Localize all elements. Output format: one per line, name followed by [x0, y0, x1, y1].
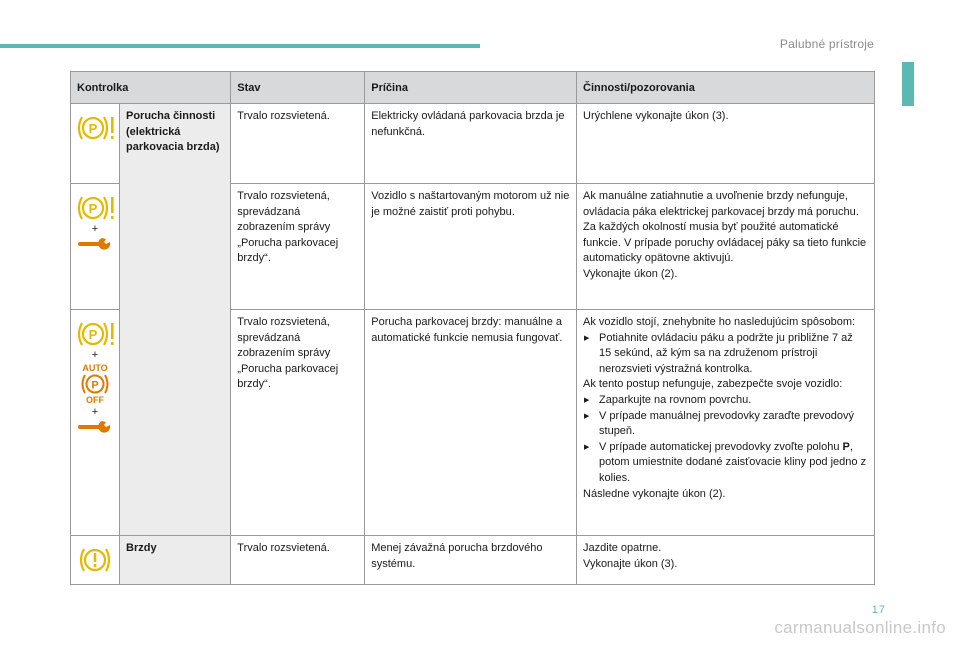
- column-header-cinnosti: Činnosti/pozorovania: [577, 72, 875, 104]
- action-text: Vykonajte úkon (2).: [583, 267, 678, 280]
- warning-lights-table: [70, 71, 875, 585]
- action-text: Za každých okolností musia byť použité automatické funkcie. V prípade poruchy ovládacej páky sa tieto funkcie automaticky opätovne aktivujú.: [583, 221, 867, 265]
- svg-text:AUTO: AUTO: [82, 363, 108, 373]
- svg-text:OFF: OFF: [86, 395, 104, 405]
- icon-cell: [71, 104, 120, 184]
- page-number: 17: [871, 604, 886, 616]
- group-name-cell: Porucha činnosti (elektrická parkovacia brzda): [120, 104, 231, 536]
- chapter-number-glyph: [902, 62, 914, 106]
- svg-text:P: P: [88, 121, 98, 136]
- row-name-cell: Brzdy: [120, 536, 231, 585]
- column-header-kontrolka: Kontrolka: [71, 72, 231, 104]
- steps-list: [583, 393, 868, 487]
- icon-cell: [71, 310, 120, 536]
- cause-cell: Porucha parkovacej brzdy: manuálne a automatické funkcie nemusia fungovať.: [365, 310, 577, 536]
- state-cell: Trvalo rozsvietená, sprevádzaná zobrazením správy „Porucha parkovacej brzdy“.: [231, 310, 365, 536]
- actions-cell: [577, 536, 875, 585]
- cause-cell: Menej závažná porucha brzdového systému.: [365, 536, 577, 585]
- step-text: , potom umiestnite dodané zaisťovacie kliny pod jedno z kolies.: [599, 440, 867, 484]
- svg-text:P: P: [88, 201, 98, 216]
- action-text: Urýchlene vykonajte úkon (3).: [583, 110, 729, 122]
- parking-brake-fault-icon: [75, 114, 115, 142]
- state-cell: Trvalo rozsvietená, sprevádzaná zobrazením správy „Porucha parkovacej brzdy“.: [231, 184, 365, 310]
- cause-cell: Vozidlo s naštartovaným motorom už nie je možné zaistiť proti pohybu.: [365, 184, 577, 310]
- action-text: Vykonajte úkon (3).: [583, 557, 678, 570]
- plus-sign: +: [91, 349, 99, 361]
- action-text: Ak manuálne zatiahnutie a uvoľnenie brzdy nefunguje, ovládacia páka elektrickej parkovacej brzdy má poruchu.: [583, 190, 859, 218]
- svg-text:P: P: [91, 379, 99, 392]
- wrench-icon: [78, 237, 112, 251]
- action-text: Ak tento postup nefunguje, zabezpečte svoje vozidlo:: [583, 378, 843, 391]
- chapter-marker: [896, 62, 916, 106]
- wrench-icon: [78, 420, 112, 434]
- action-text: Následne vykonajte úkon (2).: [583, 487, 726, 500]
- list-item: ▶ V prípade manuálnej prevodovky zaraďte prevodový stupeň.: [583, 409, 868, 440]
- column-header-stav: Stav: [231, 72, 365, 104]
- table-row: [71, 536, 875, 585]
- action-text: Jazdite opatrne.: [583, 542, 662, 554]
- svg-text:P: P: [88, 327, 98, 342]
- step-text: V prípade automatickej prevodovky zvoľte polohu: [599, 440, 843, 453]
- section-title: Palubné prístroje: [779, 37, 874, 51]
- actions-cell: [577, 310, 875, 536]
- list-item: ▶ Potiahnite ovládaciu páku a podržte ju približne 7 až 15 sekúnd, až kým sa na združenom prístroji nerozsvieti výstražná kontrolka.: [583, 331, 868, 378]
- auto-off-icon: [75, 363, 115, 405]
- parking-brake-fault-icon: [75, 194, 115, 222]
- actions-cell: [577, 184, 875, 310]
- plus-sign: +: [91, 406, 99, 418]
- cause-cell: Elektricky ovládaná parkovacia brzda je nefunkčná.: [365, 104, 577, 184]
- parking-brake-fault-icon: [75, 320, 115, 348]
- gear-position-p: P: [842, 440, 850, 453]
- watermark: carmanualsonline.info: [774, 618, 946, 637]
- state-cell: Trvalo rozsvietená.: [231, 536, 365, 585]
- icon-cell: [71, 184, 120, 310]
- state-cell: Trvalo rozsvietená.: [231, 104, 365, 184]
- steps-list: [583, 331, 868, 378]
- table-row: [71, 104, 875, 184]
- brake-warning-icon: [75, 546, 115, 574]
- actions-cell: [577, 104, 875, 184]
- top-accent-bar: [0, 44, 480, 48]
- list-item: ▶ Zaparkujte na rovnom povrchu.: [583, 393, 868, 409]
- table-header-row: [71, 72, 875, 104]
- plus-sign: +: [91, 223, 99, 235]
- column-header-pricina: Príčina: [365, 72, 577, 104]
- action-text: Ak vozidlo stojí, znehybnite ho nasledujúcim spôsobom:: [583, 316, 856, 328]
- icon-cell: [71, 536, 120, 585]
- list-item: [583, 440, 868, 487]
